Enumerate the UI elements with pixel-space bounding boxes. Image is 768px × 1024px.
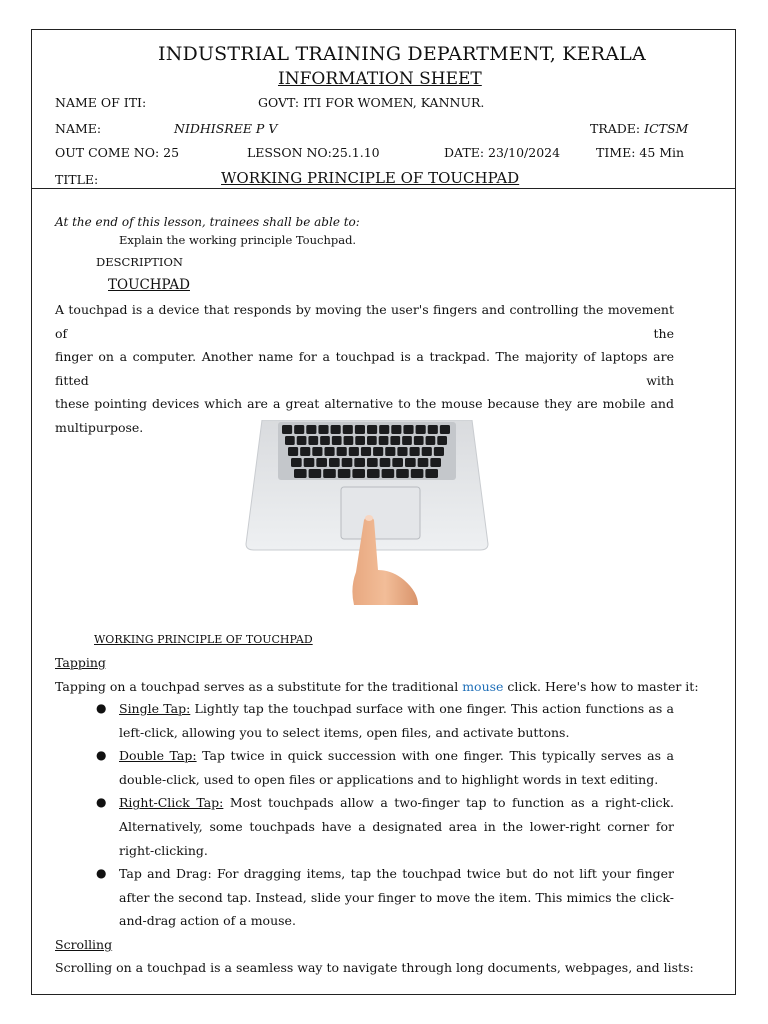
objectives-intro: At the end of this lesson, trainees shall be able to: [55,215,360,229]
keyboard-key [430,458,441,467]
bullet-tap-and-drag [55,862,674,933]
keyboard-key [367,458,378,467]
name-label: NAME: [55,121,102,136]
keyboard-key [291,458,302,467]
mouse-link[interactable]: mouse [462,679,504,694]
keyboard-key [323,469,336,478]
keyboard-key [282,425,292,434]
keyboard-key [440,425,450,434]
trade-label: TRADE: [590,121,641,136]
keyboard-key [425,469,438,478]
keyboard-key [367,425,377,434]
keyboard-key [414,436,424,445]
bullet-double-tap [55,744,674,791]
keyboard-key [411,469,424,478]
keyboard-key [332,436,342,445]
keyboard-key [367,469,380,478]
trade-value: ICTSM [644,121,689,136]
bullet-single-tap [55,697,674,744]
keyboard-key [285,436,295,445]
bullet-text: Lightly tap the touchpad surface with one finger. This action functions as a left-click, allowing you to select items, open files, and activate buttons. [119,701,675,740]
keyboard-key [416,425,426,434]
lesson-date: DATE: 23/10/2024 [444,145,561,160]
keyboard-key [288,447,298,456]
keyboard-key [390,436,400,445]
touchpad-paragraph [55,298,674,440]
tapping-intro-start: Tapping on a touchpad serves as a substitute for the traditional [55,679,463,694]
keyboard-key [405,458,416,467]
lesson-number: LESSON NO:25.1.10 [247,145,380,160]
bullet-right-click-tap [55,791,674,862]
bullet-term: Right-Click Tap: [119,795,224,811]
keyboard-key [428,425,438,434]
name-value: NIDHISREE P V [174,121,278,136]
keyboard-key [318,425,328,434]
keyboard-key [355,425,365,434]
bullet-text: Tap twice in quick succession with one finger. This typically serves as a double-click, used to open files or applications and to highlight words in text editing. [119,748,674,787]
keyboard-key [379,436,389,445]
keyboard-key [320,436,330,445]
tapping-intro [55,679,699,694]
description-label: DESCRIPTION [96,255,183,269]
tapping-intro-end: click. Here's how to master it: [503,679,699,694]
keyboard-key [385,447,395,456]
bullet-dot-icon: ● [96,795,107,810]
keyboard-key [294,425,304,434]
sheet-type-title: INFORMATION SHEET [278,69,482,89]
keyboard-key [329,458,340,467]
keyboard-key [434,447,444,456]
paragraph-line: finger on a computer. Another name for a touchpad is a trackpad. The majority of laptops are fitted with [55,349,674,388]
keyboard-key [308,436,318,445]
keyboard-key [337,447,347,456]
keyboard-key [352,469,365,478]
keyboard-key [300,447,310,456]
laptop-touchpad-illustration [222,420,513,605]
keyboard-key [396,469,409,478]
paragraph-line: multipurpose. [55,419,144,435]
bullet-term: Single Tap: [119,701,191,716]
keyboard-key [367,436,377,445]
keyboard-key [312,447,322,456]
keyboard-key [316,458,327,467]
keyboard-key [324,447,334,456]
keyboard-key [294,469,307,478]
keyboard-key [379,425,389,434]
bullet-dot-icon: ● [96,701,107,715]
keyboard-key [342,458,353,467]
iti-value: GOVT: ITI FOR WOMEN, KANNUR. [258,95,485,110]
title-label: TITLE: [55,172,99,187]
keyboard-key [392,458,403,467]
bullet-term: Double Tap: [119,748,197,764]
scrolling-intro: Scrolling on a touchpad is a seamless way to navigate through long documents, webpages, and lists: [55,960,694,975]
bullet-dot-icon: ● [96,748,107,763]
keyboard-key [391,425,401,434]
keyboard-key [382,469,395,478]
keyboard-key [344,436,354,445]
keyboard-key [410,447,420,456]
keyboard-key [422,447,432,456]
touchpad-heading: TOUCHPAD [108,277,190,293]
keyboard-key [306,425,316,434]
keyboard-key [437,436,447,445]
bullet-dot-icon: ● [96,866,107,881]
keyboard-key [355,436,365,445]
keyboard-key [343,425,353,434]
keyboard-key [361,447,371,456]
tapping-bullet-list [55,697,674,933]
keyboard-key [331,425,341,434]
bullet-text: Tap and Drag: For dragging items, tap the touchpad twice but do not lift your finger after the second tap. Instead, slide your finger to move the item. This mimics the click-and-drag action of a mouse. [119,866,674,929]
keyboard-key [426,436,436,445]
keyboard-key [297,436,307,445]
keyboard-key [373,447,383,456]
keyboard-key [338,469,351,478]
paragraph-line: A touchpad is a device that responds by moving the user's fingers and controlling the movement of the [55,302,674,341]
keyboard-key [403,425,413,434]
outcome-number: OUT COME NO: 25 [55,145,180,160]
lesson-time: TIME: 45 Min [596,145,685,160]
keyboard-key [418,458,429,467]
trade-field [590,121,688,136]
iti-label: NAME OF ITI: [55,95,147,110]
keyboard-key [349,447,359,456]
bullet-text: Most touchpads allow a two-finger tap to function as a right-click. Alternatively, some touchpads have a designated area in the lower-right corner for right-clicking. [119,795,674,858]
department-title: INDUSTRIAL TRAINING DEPARTMENT, KERALA [158,43,646,65]
keyboard-key [309,469,322,478]
keyboard-key [397,447,407,456]
objective-item: Explain the working principle Touchpad. [119,233,357,247]
working-principle-heading: WORKING PRINCIPLE OF TOUCHPAD [94,633,313,646]
tapping-heading: Tapping [55,655,106,670]
keyboard-key [354,458,365,467]
header-divider [31,188,736,189]
keyboard-key [402,436,412,445]
scrolling-heading: Scrolling [55,937,113,952]
laptop-touchpad-photo [222,420,513,605]
paragraph-line: these pointing devices which are a great alternative to the mouse because they are mobile and [55,396,674,412]
keyboard-key [304,458,315,467]
keyboard-key [380,458,391,467]
title-value: WORKING PRINCIPLE OF TOUCHPAD [221,169,520,187]
